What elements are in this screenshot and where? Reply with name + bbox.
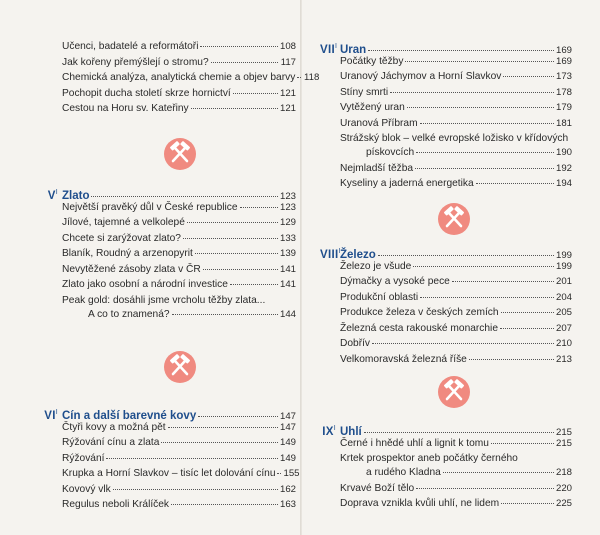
page-number: 133 [279,233,296,244]
toc-entry[interactable]: Pochopit ducha století skrze hornictví 121 [62,88,296,99]
page-number: 162 [279,484,296,495]
page-number: 215 [555,438,572,449]
left-page [42,0,320,535]
crossed-hammers-icon [163,137,197,171]
toc-entry[interactable]: Čtyři kovy a možná pět 147 [62,422,296,433]
toc-entry[interactable]: Černé i hnědé uhlí a lignit k tomu 215 [340,438,572,449]
page-number: 179 [555,102,572,113]
toc-entry[interactable]: Doprava vznikla kvůli uhlí, ne lidem 225 [340,498,572,509]
page-number: 173 [555,71,572,82]
toc-entry[interactable]: Nevytěžené zásoby zlata v ČR 141 [62,264,296,275]
page-number: 118 [304,72,320,83]
page-number: 178 [555,87,572,98]
toc-entry[interactable]: Jílové, tajemné a velkolepé 129 [62,217,296,228]
page-number: 207 [555,323,572,334]
crossed-hammers-icon [437,375,471,409]
toc-entry[interactable]: Zlato jako osobní a národní investice 141 [62,279,296,290]
chapter-heading[interactable]: $IX^I$ Uhlí 215 [322,425,572,438]
page-number: 121 [279,88,296,99]
toc-entry[interactable]: Dýmačky a vysoké pece 201 [340,276,572,287]
chapter-number: VII [320,43,335,56]
page-number: 190 [555,147,572,158]
toc-entry[interactable]: Blaník, Roudný a arzenopyrit 139 [62,248,296,259]
toc-entry[interactable]: Dobřív 210 [340,338,572,349]
toc-entry[interactable]: Krtek prospektor aneb počátky černého [340,453,518,464]
page-number: 169 [555,56,572,67]
page-number: 123 [279,202,296,213]
page-number: 169 [555,44,572,56]
toc-entry[interactable]: Rýžování 149 [62,453,296,464]
chapter-heading[interactable]: $VII^I$ Uran 169 [320,43,572,56]
page-number: 144 [279,309,296,320]
page-number: 218 [555,467,572,478]
toc-entry[interactable]: Železná cesta rakouské monarchie 207 [340,323,572,334]
toc-entry[interactable]: Železo je všude 199 [340,261,572,272]
chapter-title: Uran [340,43,367,56]
chapter-number: V [47,189,56,202]
toc-entry[interactable]: Největší pravěký důl v České republice 123 [62,202,296,213]
page-number: 163 [279,499,296,510]
toc-entry[interactable]: Uranová Příbram 181 [340,118,572,129]
page-number: 199 [555,249,572,261]
page-number: 225 [555,498,572,509]
chapter-title: Zlato [62,189,90,202]
toc-entry[interactable]: Nejmladší těžba 192 [340,163,572,174]
chapter-heading[interactable]: $V^I$ Zlato 123 [47,189,296,202]
toc-entry[interactable]: Produkční oblasti 204 [340,292,572,303]
toc-entry[interactable]: a rudého Kladna 218 [366,467,572,478]
chapter-title: Cín a další barevné kovy [62,409,197,422]
page-number: 139 [279,248,296,259]
page-number: 199 [555,261,572,272]
toc-entry[interactable]: Chemická analýza, analytická chemie a objev barvy 118 [62,72,320,83]
chapter-heading[interactable]: $VIII^I$ Železo 199 [320,248,572,261]
toc-entry[interactable]: Uranový Jáchymov a Horní Slavkov 173 [340,71,572,82]
chapter-number: VI [44,409,56,422]
page-number: 141 [279,264,296,275]
toc-entry[interactable]: Regulus neboli Králíček 163 [62,499,296,510]
page-number: 147 [279,410,296,422]
chapter-title: Železo [340,248,376,261]
chapter-number: VIII [320,248,339,261]
chapter-heading[interactable]: $VI^I$ Cín a další barevné kovy 147 [44,409,296,422]
toc-entry[interactable]: Strážský blok – velké evropské ložisko v křídových [340,133,569,144]
toc-entry[interactable]: Učenci, badatelé a reformátoři 108 [62,41,296,52]
right-page [320,0,572,535]
page-number: 155 [283,468,300,479]
page-number: 129 [279,217,296,228]
toc-entry[interactable]: Krvavé Boží tělo 220 [340,483,572,494]
page-number: 213 [555,354,572,365]
page-number: 204 [555,292,572,303]
page-number: 192 [555,163,572,174]
toc-entry[interactable]: pískovcích 190 [366,147,572,158]
crossed-hammers-icon [163,350,197,384]
page-number: 181 [555,118,572,129]
chapter-number: IX [322,425,334,438]
toc-entry[interactable]: Počátky těžby 169 [340,56,572,67]
page-number: 108 [279,41,296,52]
chapter-title: Uhlí [340,425,362,438]
page-number: 121 [279,103,296,114]
page-number: 123 [279,190,296,202]
toc-entry[interactable]: Kovový vlk 162 [62,484,296,495]
page-number: 201 [555,276,572,287]
toc-entry[interactable]: Chcete si zarýžovat zlato? 133 [62,233,296,244]
page-number: 210 [555,338,572,349]
toc-entry[interactable]: Cestou na Horu sv. Kateřiny 121 [62,103,296,114]
toc-entry[interactable]: Kyseliny a jaderná energetika 194 [340,178,572,189]
page-number: 149 [279,453,296,464]
page-number: 147 [279,422,296,433]
toc-entry[interactable]: Rýžování cínu a zlata 149 [62,437,296,448]
page-number: 220 [555,483,572,494]
crossed-hammers-icon [437,202,471,236]
page-number: 141 [279,279,296,290]
page-number: 205 [555,307,572,318]
toc-entry[interactable]: Krupka a Horní Slavkov – tisíc let dolování cínu 155 [62,468,300,479]
page-gutter [300,0,302,535]
page-number: 194 [555,178,572,189]
toc-entry[interactable]: Jak kořeny přemýšlejí o stromu? 117 [62,57,296,68]
toc-entry[interactable]: Produkce železa v českých zemích 205 [340,307,572,318]
page-number: 149 [279,437,296,448]
toc-entry[interactable]: Peak gold: dosáhli jsme vrcholu těžby zlata... [62,295,266,306]
toc-entry[interactable]: Stíny smrti 178 [340,87,572,98]
page-number: 117 [280,57,296,68]
toc-entry[interactable]: A co to znamená? 144 [88,309,296,320]
toc-entry[interactable]: Vytěžený uran 179 [340,102,572,113]
page-number: 215 [555,426,572,438]
toc-entry[interactable]: Velkomoravská železná říše 213 [340,354,572,365]
